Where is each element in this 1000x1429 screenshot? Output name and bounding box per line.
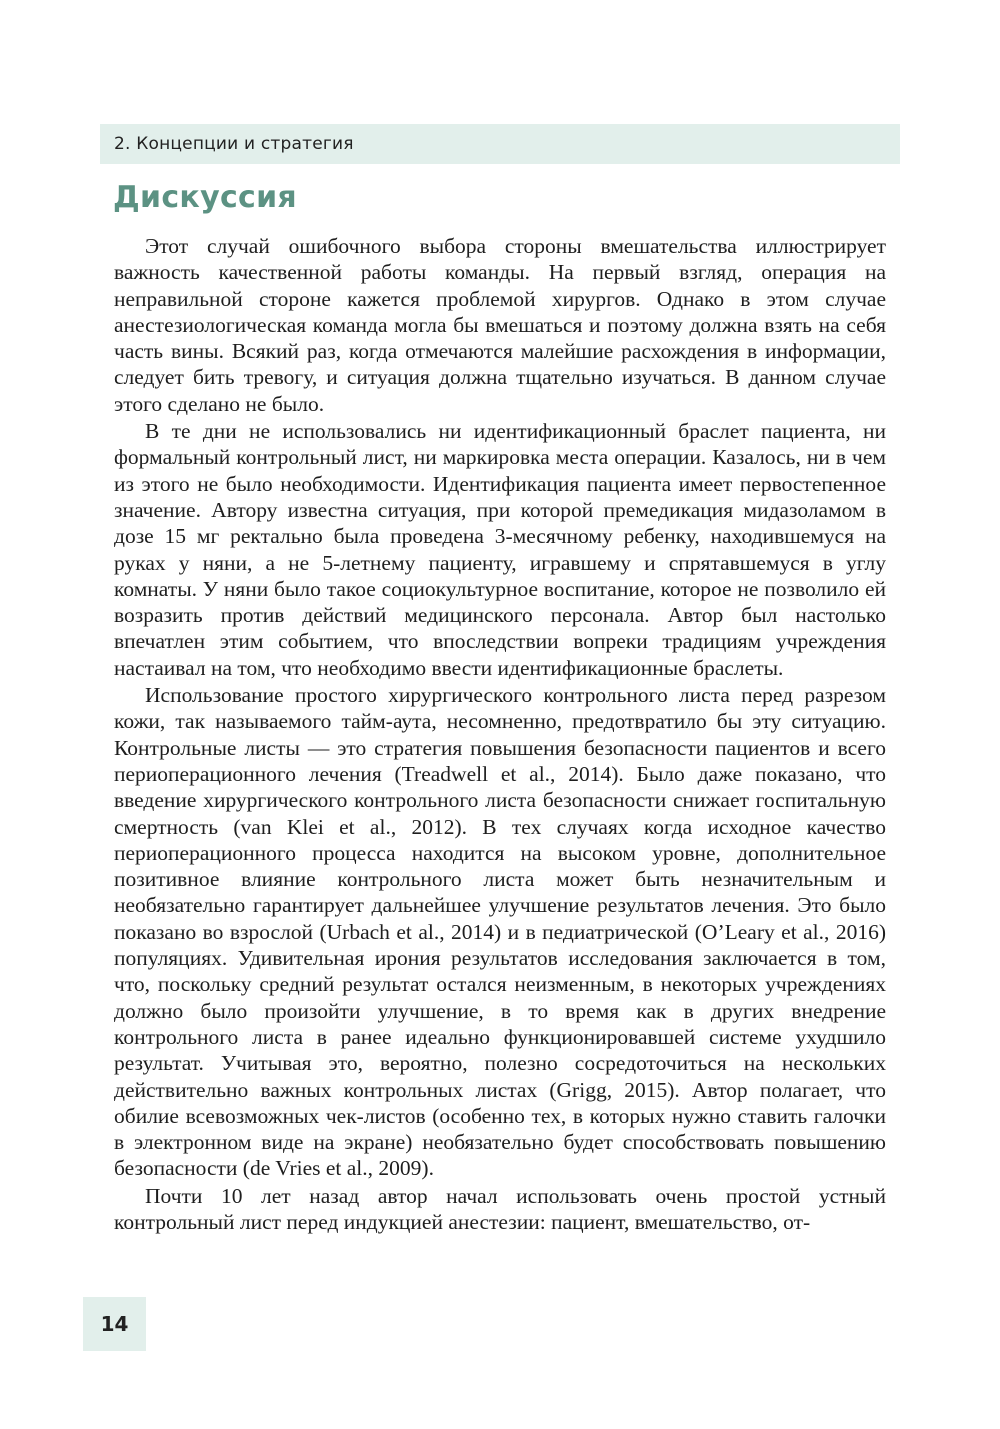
paragraph: В те дни не использовались ни идентификационный браслет пациента, ни формальный контрольный лист, ни маркировка места операции. Казалось, ни в чем из этого не было необходимости. Идентификация пациента имеет первостепенное значение. Автору известна ситуация, при которой премедикация мидазоламом в дозе 15 мг ректально была проведена 3-месячному ребенку, находившемуся на руках у няни, а не 5-летнему пациенту, игравшему и спрятавшемуся в углу комнаты. У няни было такое социокультурное воспитание, которое не позволило ей возразить против действий медицинского персонала. Автор был настолько впечатлен этим событием, что впоследствии вопреки традициям учреждения настаивал на том, что необходимо ввести идентификационные браслеты. [114, 419, 886, 680]
paragraph: Почти 10 лет назад автор начал использовать очень простой устный контрольный лист перед индукцией анестезии: пациент, вмешательство, от- [114, 1183, 886, 1234]
paragraph: Этот случай ошибочного выбора стороны вмешательства иллюстрирует важность качественной работы команды. На первый взгляд, операция на неправильной стороне кажется проблемой хирургов. Однако в этом случае анестезиологическая команда могла бы вмешаться и поэтому должна взять на себя часть вины. Всякий раз, когда отмечаются малейшие расхождения в информации, следует бить тревогу, и ситуация должна тщательно изучаться. В данном случае этого сделано не было. [114, 234, 886, 416]
paragraph: Использование простого хирургического контрольного листа перед разрезом кожи, так называемого тайм-аута, несомненно, предотвратило бы эту ситуацию. Контрольные листы — это стратегия повышения безопасности пациентов и всего периоперационного лечения (Treadwell et al., 2014). Было даже показано, что введение хирургического контрольного листа безопасности снижает госпитальную смертность (van Klei et al., 2012). В тех случаях когда исходное качество периоперационного процесса находится на высоком уровне, дополнительное позитивное влияние контрольного листа может быть незначительным и необязательно гарантирует дальнейшее улучшение результатов лечения. Это было показано во взрослой (Urbach et al., 2014) и в педиатрической (O’Leary et al., 2016) популяциях. Удивительная ирония результатов исследования заключается в том, что, поскольку средний результат остался неизменным, в некоторых учреждениях должно было произойти улучшение, в то время как в других внедрение контрольного листа в ранее идеально функционировавшей системе ухудшило результат. Учитывая это, вероятно, полезно сосредоточиться на нескольких действительно важных контрольных листах (Grigg, 2015). Автор полагает, что обилие всевозможных чек-листов (особенно тех, в которых нужно ставить галочки в электронном виде на экране) необязательно будет способствовать повышению безопасности (de Vries et al., 2009). [114, 683, 886, 1181]
chapter-header-band [100, 124, 900, 164]
page-number: 14 [100, 1312, 129, 1336]
body-text [114, 233, 886, 1235]
section-heading: Дискуссия [113, 180, 297, 215]
chapter-title: 2. Концепции и стратегия [114, 134, 354, 154]
page-number-box [83, 1297, 146, 1351]
